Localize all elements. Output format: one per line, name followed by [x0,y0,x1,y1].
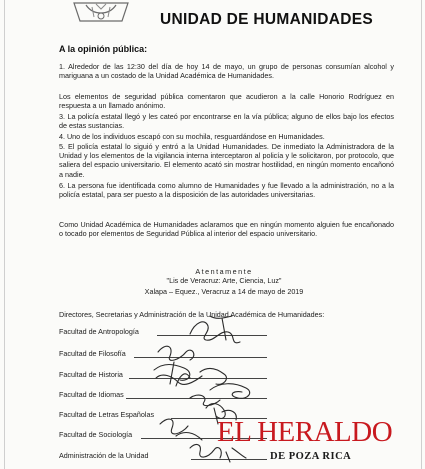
paragraph-6: 6. La persona fue identificada como alumno de Humanidades y fue llevado a la administración, no a la policía estatal, para ser puesto a la disposición de las autoridades universitarias. [59,181,394,200]
faculty-row: Facultad de Sociología [59,430,133,439]
faculty-row: Facultad de Filosofía [59,349,126,358]
paragraph-2: Los elementos de seguridad pública comentaron que acudieron a la calle Honorio Rodríguez en respuesta a un llamado anónimo. [59,92,394,111]
paragraph-5: 5. El policía estatal lo siguió y entró a la Unidad Humanidades. De inmediato la Administradora de la Unidad y los elementos de la vigilancia interna interceptaron al policía y le solicitaron, por protocolo, que saliera del espacio universitario. El elemento acató sin mostrar hostilidad, en ningún momento encañonó a nadie. [59,142,394,179]
brand-name: EL HERALDO [217,416,393,448]
closing-place-date: Xalapa – Equez., Veracruz a 14 de mayo de 2019 [144,287,304,296]
faculty-row: Facultad de Idiomas [59,390,124,399]
paragraph-3: 3. La policía estatal llegó y les cateó por encontrarse en la vía pública; alguno de ellos bajo los efectos de estas sustancias. [59,112,394,131]
paragraph-statement: Como Unidad Académica de Humanidades aclaramos que en ningún momento alguien fue encañonado o tocado por elementos de Seguridad Pública al interior del espacio universitario. [59,220,394,239]
newspaper-watermark [217,416,417,466]
faculty-row: Facultad de Letras Españolas [59,410,155,419]
paragraph-4: 4. Uno de los individuos escapó con su mochila, resguardándose en Humanidades. [59,132,325,141]
paragraph-1: 1. Alrededor de las 12:30 del día de hoy 14 de mayo, un grupo de personas consumían alcohol y mariguana a un costado de la Unidad Académica de Humanidades. [59,62,394,81]
signers-title: Directores, Secretarias y Administración de la Unidad Académica de Humanidades: [59,310,325,319]
faculty-row: Facultad de Historia [59,370,123,379]
faculty-row: Facultad de Antropología [59,327,139,336]
closing-regards: Atentamente [195,267,253,276]
closing-motto: "Lis de Veracruz: Arte, Ciencia, Luz" [166,276,282,285]
brand-subtitle: DE POZA RICA [270,451,352,462]
university-logo [72,1,130,23]
salutation: A la opinión pública: [59,44,148,54]
page-title: UNIDAD DE HUMANIDADES [160,11,373,28]
faculty-row: Administración de la Unidad [59,451,149,460]
